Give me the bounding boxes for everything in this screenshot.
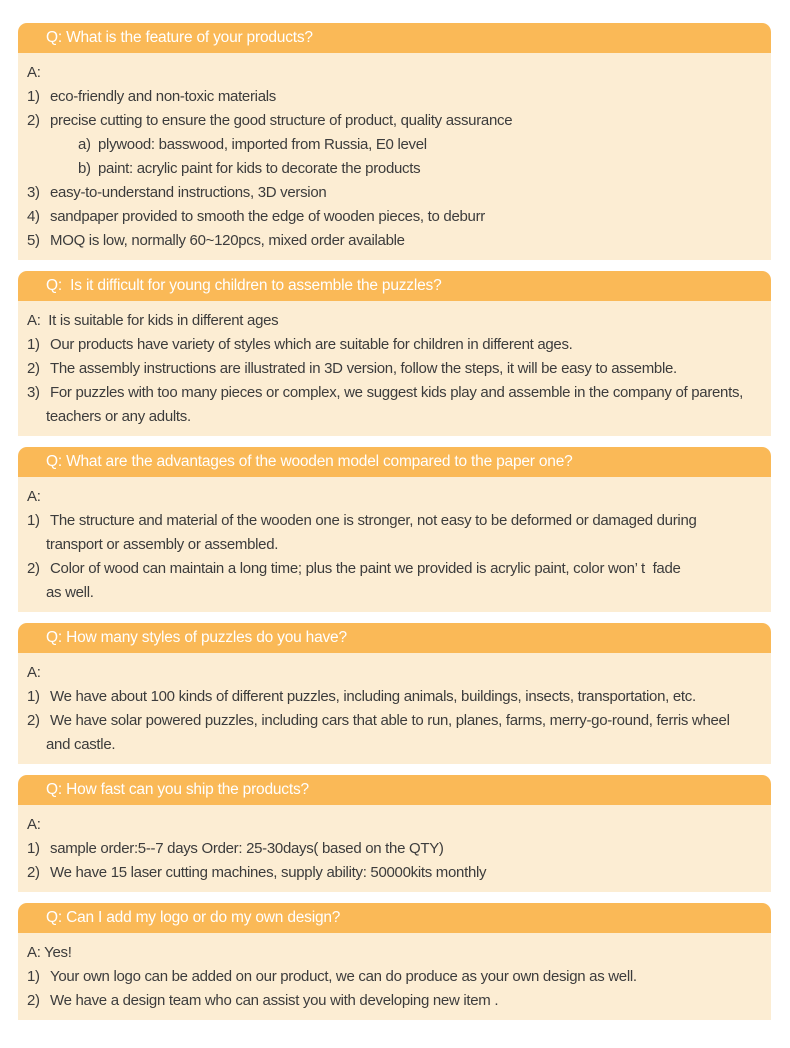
answer-text: easy-to-understand instructions, 3D version — [50, 184, 327, 201]
list-marker: 1) — [27, 688, 40, 705]
answer-text: Our products have variety of styles which are suitable for children in different ages. — [50, 336, 573, 353]
answer-text: We have solar powered puzzles, including cars that able to run, planes, farms, merry-go-round, ferris wheel — [50, 712, 730, 729]
answer-body — [18, 477, 771, 612]
answer-body — [18, 805, 771, 892]
answer-text: A: Yes! — [27, 944, 72, 961]
answer-line-a — [27, 661, 761, 685]
answer-line-a — [27, 309, 761, 333]
answer-body — [18, 53, 771, 260]
answer-line-item — [27, 965, 761, 989]
question-header — [18, 271, 771, 301]
answer-text: For puzzles with too many pieces or complex, we suggest kids play and assemble in the company of parents, — [50, 384, 744, 401]
answer-text: The structure and material of the wooden one is stronger, not easy to be deformed or damaged during — [50, 512, 697, 529]
answer-text: We have about 100 kinds of different puzzles, including animals, buildings, insects, transportation, etc. — [50, 688, 696, 705]
answer-text: MOQ is low, normally 60~120pcs, mixed order available — [50, 232, 405, 249]
answer-text: Your own logo can be added on our product, we can do produce as your own design as well. — [50, 968, 637, 985]
list-marker: 1) — [27, 336, 40, 353]
question-header — [18, 903, 771, 933]
answer-line-item — [27, 357, 761, 381]
list-marker: 4) — [27, 208, 40, 225]
question-header — [18, 23, 771, 53]
answer-text: as well. — [46, 584, 94, 601]
list-marker: 1) — [27, 840, 40, 857]
answer-text: A: — [27, 488, 41, 505]
answer-text: sandpaper provided to smooth the edge of wooden pieces, to deburr — [50, 208, 485, 225]
question-header — [18, 775, 771, 805]
list-marker: 3) — [27, 184, 40, 201]
answer-line-item — [27, 205, 761, 229]
faq-list — [18, 23, 771, 1020]
answer-text: A: — [27, 664, 41, 681]
question-text: Q: How many styles of puzzles do you have? — [46, 629, 347, 646]
question-header — [18, 447, 771, 477]
question-text: Q: What are the advantages of the wooden model compared to the paper one? — [46, 453, 573, 470]
list-marker: 1) — [27, 968, 40, 985]
answer-text: precise cutting to ensure the good structure of product, quality assurance — [50, 112, 513, 129]
answer-text: A: — [27, 64, 41, 81]
answer-line-sub — [27, 157, 761, 181]
answer-body — [18, 933, 771, 1020]
list-marker: 1) — [27, 88, 40, 105]
answer-text: A: — [27, 816, 41, 833]
answer-line-cont — [27, 405, 761, 429]
list-marker: 2) — [27, 864, 40, 881]
answer-line-item — [27, 109, 761, 133]
faq-section — [18, 775, 771, 892]
faq-section — [18, 23, 771, 260]
answer-line-item — [27, 685, 761, 709]
answer-line-a — [27, 485, 761, 509]
answer-text: and castle. — [46, 736, 116, 753]
faq-section — [18, 271, 771, 436]
answer-text: eco-friendly and non-toxic materials — [50, 88, 276, 105]
answer-line-item — [27, 181, 761, 205]
answer-line-a — [27, 61, 761, 85]
answer-text: paint: acrylic paint for kids to decorate the products — [98, 160, 421, 177]
question-header — [18, 623, 771, 653]
list-marker: 2) — [27, 712, 40, 729]
answer-line-item — [27, 557, 761, 581]
answer-line-cont — [27, 733, 761, 757]
question-text: Q: Is it difficult for young children to assemble the puzzles? — [46, 277, 442, 294]
answer-text: We have 15 laser cutting machines, supply ability: 50000kits monthly — [50, 864, 487, 881]
answer-text: sample order:5--7 days Order: 25-30days( based on the QTY) — [50, 840, 444, 857]
faq-section — [18, 447, 771, 612]
answer-line-item — [27, 989, 761, 1013]
list-marker: 2) — [27, 112, 40, 129]
question-text: Q: What is the feature of your products? — [46, 29, 313, 46]
answer-line-cont — [27, 533, 761, 557]
faq-section — [18, 623, 771, 764]
list-marker: 2) — [27, 560, 40, 577]
answer-line-item — [27, 381, 761, 405]
list-marker: 5) — [27, 232, 40, 249]
answer-line-item — [27, 861, 761, 885]
list-marker: 3) — [27, 384, 40, 401]
answer-text: The assembly instructions are illustrated in 3D version, follow the steps, it will be easy to assemble. — [50, 360, 677, 377]
answer-line-a — [27, 813, 761, 837]
list-marker: b) — [78, 160, 91, 177]
list-marker: 2) — [27, 360, 40, 377]
answer-text: We have a design team who can assist you with developing new item . — [50, 992, 499, 1009]
answer-line-item — [27, 229, 761, 253]
answer-text: plywood: basswood, imported from Russia, E0 level — [98, 136, 427, 153]
answer-line-sub — [27, 133, 761, 157]
list-marker: 2) — [27, 992, 40, 1009]
answer-line-item — [27, 837, 761, 861]
answer-body — [18, 653, 771, 764]
answer-line-item — [27, 333, 761, 357]
faq-section — [18, 903, 771, 1020]
list-marker: a) — [78, 136, 91, 153]
answer-text: transport or assembly or assembled. — [46, 536, 279, 553]
answer-line-item — [27, 509, 761, 533]
question-text: Q: Can I add my logo or do my own design? — [46, 909, 341, 926]
answer-body — [18, 301, 771, 436]
question-text: Q: How fast can you ship the products? — [46, 781, 309, 798]
answer-text: Color of wood can maintain a long time; plus the paint we provided is acrylic paint, color won’ t fade — [50, 560, 681, 577]
answer-line-item — [27, 85, 761, 109]
answer-text: A: It is suitable for kids in different ages — [27, 312, 279, 329]
answer-line-a — [27, 941, 761, 965]
list-marker: 1) — [27, 512, 40, 529]
answer-line-cont — [27, 581, 761, 605]
answer-line-item — [27, 709, 761, 733]
answer-text: teachers or any adults. — [46, 408, 191, 425]
